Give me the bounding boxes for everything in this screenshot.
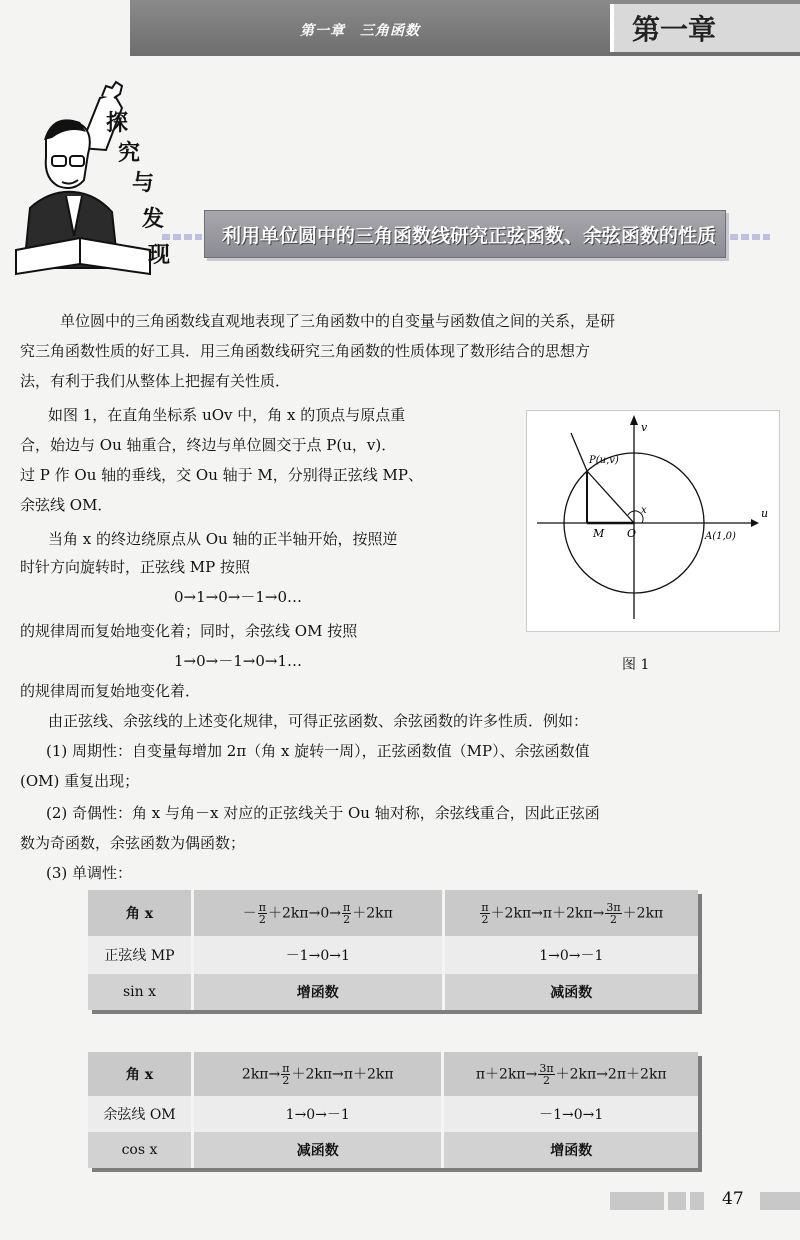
row-label-cos: cos x [88, 1132, 193, 1168]
terminal-side-extension [571, 433, 587, 471]
table-row [88, 936, 698, 974]
section-banner-title: 利用单位圆中的三角函数线研究正弦函数、余弦函数的性质 [222, 225, 717, 247]
sine-sequence: 0→1→0→－1→0… [174, 588, 302, 606]
chapter-label: 第一章 [632, 13, 717, 46]
property-2-line-1: (2) 奇偶性：角 x 与角－x 对应的正弦线关于 Ou 轴对称，余弦线重合，因此正弦函 [46, 804, 600, 822]
figure-desc-line-4: 余弦线 OM． [20, 496, 113, 514]
table-row [88, 1096, 698, 1132]
row-label-cosine-line: 余弦线 OM [88, 1096, 193, 1132]
rotation-line-4: 的规律周而复始地变化着． [20, 682, 201, 700]
rotation-line-1: 当角 x 的终边绕原点从 Ou 轴的正半轴开始，按照逆 [48, 530, 398, 548]
label-O: O [627, 527, 637, 540]
banner-dashes-right [730, 234, 770, 240]
fraction: $\frac{\pi}{2}$ [282, 1061, 290, 1087]
sin-monotonic-2: 减函数 [550, 985, 593, 1001]
explore-discover-figure [10, 78, 180, 278]
properties-intro: 由正弦线、余弦线的上述变化规律，可得正弦函数、余弦函数的许多性质．例如： [48, 712, 589, 730]
intro-line-1: 单位圆中的三角函数线直观地表现了三角函数中的自变量与函数值之间的关系，是研 [60, 312, 616, 330]
explore-char-4: 发 [142, 207, 165, 232]
fraction: $\frac{\pi}{2}$ [481, 900, 489, 926]
label-u: u [761, 507, 769, 520]
figure-desc-line-3: 过 P 作 Ou 轴的垂线，交 Ou 轴于 M，分别得正弦线 MP、 [20, 466, 423, 484]
explore-char-5: 现 [148, 243, 171, 268]
table-row [88, 1052, 698, 1096]
cosine-monotonicity-table [88, 1052, 698, 1168]
sine-monotonicity-table [88, 890, 698, 1010]
cosine-line-values-2: －1→0→1 [539, 1107, 604, 1123]
row-label-sine-line: 正弦线 MP [88, 936, 192, 974]
explore-char-1: 探 [106, 111, 129, 136]
sine-angle-range-1: － $\frac{\pi}{2}$ ＋2kπ→0→ $\frac{\pi}{2}$ ＋2kπ [192, 890, 443, 936]
fraction: $\frac{\pi}{2}$ [342, 900, 351, 926]
chapter-section-title: 第一章 三角函数 [300, 23, 420, 39]
explore-char-3: 与 [132, 171, 155, 196]
rotation-line-2: 时针方向旋转时，正弦线 MP 按照 [20, 558, 250, 576]
property-1-line-2: (OM) 重复出现； [20, 772, 140, 790]
label-x: x [641, 505, 647, 516]
property-3-heading: (3) 单调性： [46, 864, 133, 882]
rotation-line-3: 的规律周而复始地变化着；同时，余弦线 OM 按照 [20, 622, 358, 640]
cosine-line-values-1: 1→0→－1 [193, 1096, 443, 1132]
sine-line-values-2: 1→0→－1 [539, 948, 604, 964]
label-P: P(u,v) [589, 455, 619, 466]
figure-1-caption: 图 1 [622, 657, 650, 673]
intro-line-3: 法，有利于我们从整体上把握有关性质． [20, 372, 291, 390]
sin-monotonic-1: 增函数 [192, 974, 443, 1010]
sine-angle-range-2: $\frac{\pi}{2}$ ＋2kπ→π＋2kπ→ $\frac{3\pi}{2}$ ＋2kπ [481, 900, 664, 926]
terminal-side [587, 471, 634, 523]
label-v: v [641, 421, 648, 434]
cosine-angle-range-2: π＋2kπ→ $\frac{3\pi}{2}$ ＋2kπ→2π＋2kπ [475, 1061, 667, 1087]
fraction: $\frac{\pi}{2}$ [258, 900, 266, 926]
intro-line-2: 究三角函数性质的好工具．用三角函数线研究三角函数的性质体现了数形结合的思想方 [20, 342, 591, 360]
cosine-sequence: 1→0→－1→0→1… [174, 652, 302, 670]
sine-line-values-1: －1→0→1 [192, 936, 443, 974]
fraction: $\frac{3\pi}{2}$ [539, 1061, 554, 1087]
cos-monotonic-1: 减函数 [193, 1132, 443, 1168]
u-axis-arrow-icon [751, 519, 759, 527]
property-2-line-2: 数为奇函数，余弦函数为偶函数； [20, 834, 246, 852]
banner-dashes-left [162, 234, 202, 240]
explore-char-2: 究 [118, 141, 141, 166]
table-row [88, 1132, 698, 1168]
cos-monotonic-2: 增函数 [550, 1143, 593, 1159]
table-row [88, 974, 698, 1010]
row-label-angle: 角 x [88, 890, 192, 936]
row-label-sin: sin x [88, 974, 192, 1010]
figure-desc-line-2: 合，始边与 Ou 轴重合，终边与单位圆交于点 P(u，v)． [20, 436, 397, 454]
row-label-angle: 角 x [88, 1052, 193, 1096]
figure-desc-line-1: 如图 1，在直角坐标系 uOv 中，角 x 的顶点与原点重 [48, 406, 406, 424]
label-M: M [593, 527, 605, 540]
fraction: $\frac{3\pi}{2}$ [606, 900, 621, 926]
figure-1-unit-circle [526, 410, 780, 632]
cosine-angle-range-1: 2kπ→ $\frac{\pi}{2}$ ＋2kπ→π＋2kπ [193, 1052, 443, 1096]
table-row [88, 890, 698, 936]
page-number: 47 [722, 1189, 744, 1209]
footer-bar [610, 1190, 800, 1212]
v-axis-arrow-icon [630, 415, 638, 425]
property-1-line-1: (1) 周期性：自变量每增加 2π（角 x 旋转一周），正弦函数值（MP）、余弦函数值 [46, 742, 590, 760]
label-A: A(1,0) [705, 531, 736, 542]
